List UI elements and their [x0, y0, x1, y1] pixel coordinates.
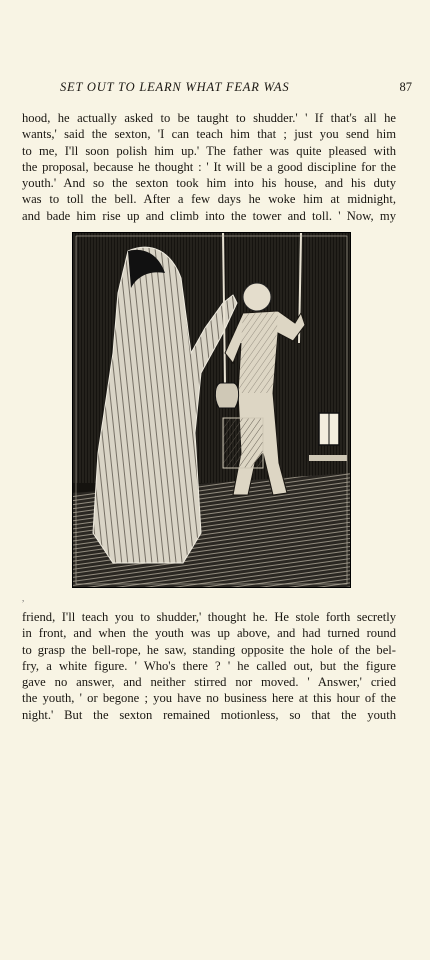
- text-line: to me, I'll soon polish him up.' The father was quite pleased with: [22, 143, 396, 158]
- text-line: and bade him rise up and climb into the tower and toll. ' Now, my: [22, 208, 396, 223]
- stray-mark: ,: [22, 593, 25, 603]
- text-line: gave no answer, and neither stirred nor moved. ' Answer,' cried: [22, 675, 396, 690]
- text-line: to grasp the bell-rope, he saw, standing opposite the hole of the bel-: [22, 642, 396, 657]
- text-line: the proposal, because he thought : ' It will be a good discipline for the: [22, 159, 396, 174]
- text-line: youth.' And so the sexton took him into his house, and his duty: [22, 176, 396, 191]
- text-line: night.' But the sexton remained motionless, so that the youth: [22, 707, 396, 722]
- running-title: SET OUT TO LEARN WHAT FEAR WAS: [60, 80, 290, 94]
- illustration: [72, 232, 351, 588]
- text-block-bottom: [22, 609, 396, 723]
- text-line: fry, a white figure. ' Who's there ? ' he called out, but the figure: [22, 658, 396, 673]
- text-line: the youth, ' or begone ; you have no business here at this hour of the: [22, 691, 396, 706]
- text-line: in front, and when the youth was up above, and had turned round: [22, 626, 396, 641]
- text-line: friend, I'll teach you to shudder,' thought he. He stole forth secretly: [22, 610, 396, 624]
- text-line: was to toll the bell. After a few days he woke him at midnight,: [22, 192, 396, 207]
- text-line: hood, he actually asked to be taught to shudder.' ' If that's all he: [22, 111, 396, 125]
- text-line: wants,' said the sexton, 'I can teach him that ; just you send him: [22, 127, 396, 142]
- running-header: [60, 80, 412, 95]
- woodcut-illustration: [73, 233, 350, 587]
- page-number: 87: [399, 80, 412, 94]
- text-block-top: [22, 110, 396, 224]
